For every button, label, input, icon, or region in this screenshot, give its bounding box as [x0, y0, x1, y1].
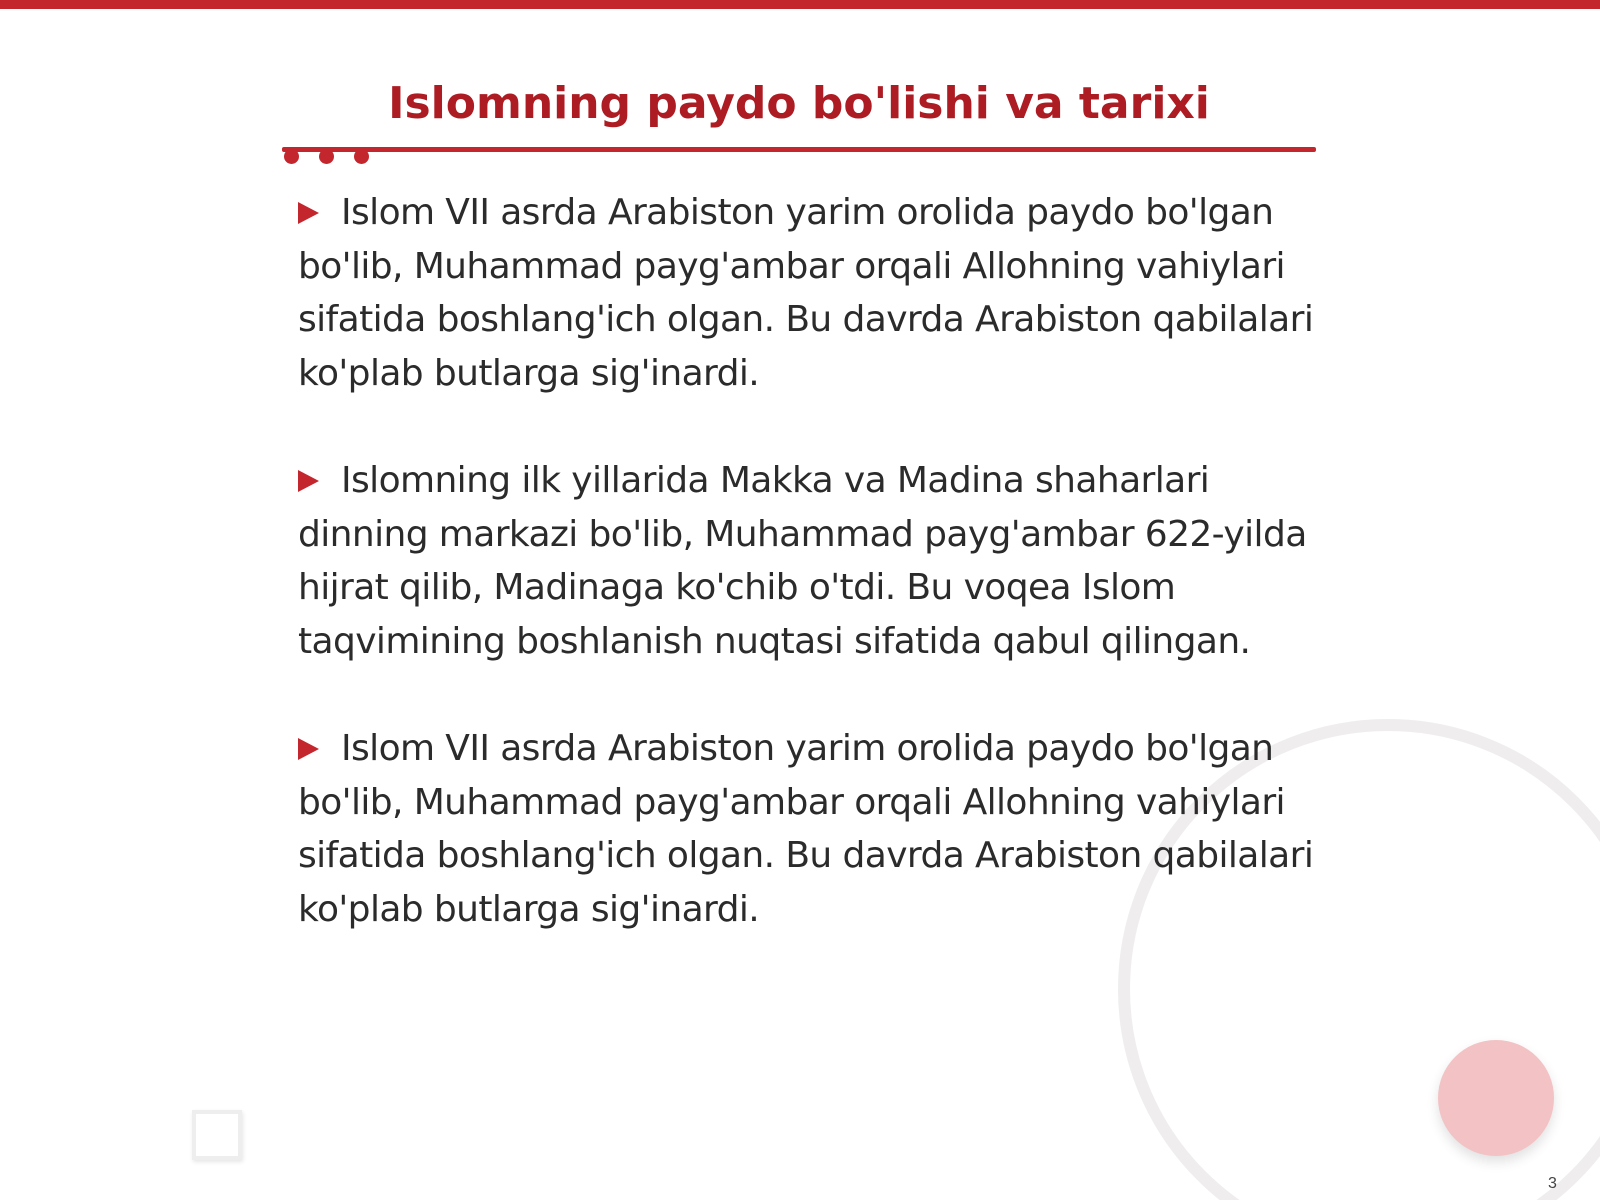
paragraph-text: Islom VII asrda Arabiston yarim orolida paydo bo'lgan bo'lib, Muhammad payg'ambar orqali Allohning vahiylari sifatida boshlang'ich olgan. Bu davrda Arabiston qabilalari ko'plab butlarga sig'inardi.	[298, 728, 1314, 930]
paragraph-text: Islomning ilk yillarida Makka va Madina shaharlari dinning markazi bo'lib, Muhammad payg'ambar 622-yilda hijrat qilib, Madinaga ko'chib o'tdi. Bu voqea Islom taqvimining boshlanish nuqtasi sifatida qabul qilingan.	[298, 460, 1307, 662]
slide-title: Islomning paydo bo'lishi va tarixi	[388, 78, 1210, 129]
bullet-paragraph-1	[298, 186, 1318, 400]
page-number: 3	[1548, 1175, 1557, 1192]
triangle-right-icon	[298, 202, 319, 224]
top-accent-bar	[0, 0, 1600, 9]
triangle-right-icon	[298, 738, 319, 760]
bullet-paragraph-2	[298, 454, 1318, 668]
title-underline	[282, 147, 1316, 152]
slide-body	[298, 186, 1318, 990]
decorative-pink-circle	[1438, 1040, 1554, 1156]
triangle-right-icon	[298, 470, 319, 492]
decorative-square	[192, 1110, 242, 1160]
paragraph-text: Islom VII asrda Arabiston yarim orolida paydo bo'lgan bo'lib, Muhammad payg'ambar orqali Allohning vahiylari sifatida boshlang'ich olgan. Bu davrda Arabiston qabilalari ko'plab butlarga sig'inardi.	[298, 192, 1314, 394]
bullet-paragraph-3	[298, 722, 1318, 936]
decorative-dot-2	[319, 149, 334, 164]
decorative-dot-1	[284, 149, 299, 164]
decorative-dot-3	[354, 149, 369, 164]
